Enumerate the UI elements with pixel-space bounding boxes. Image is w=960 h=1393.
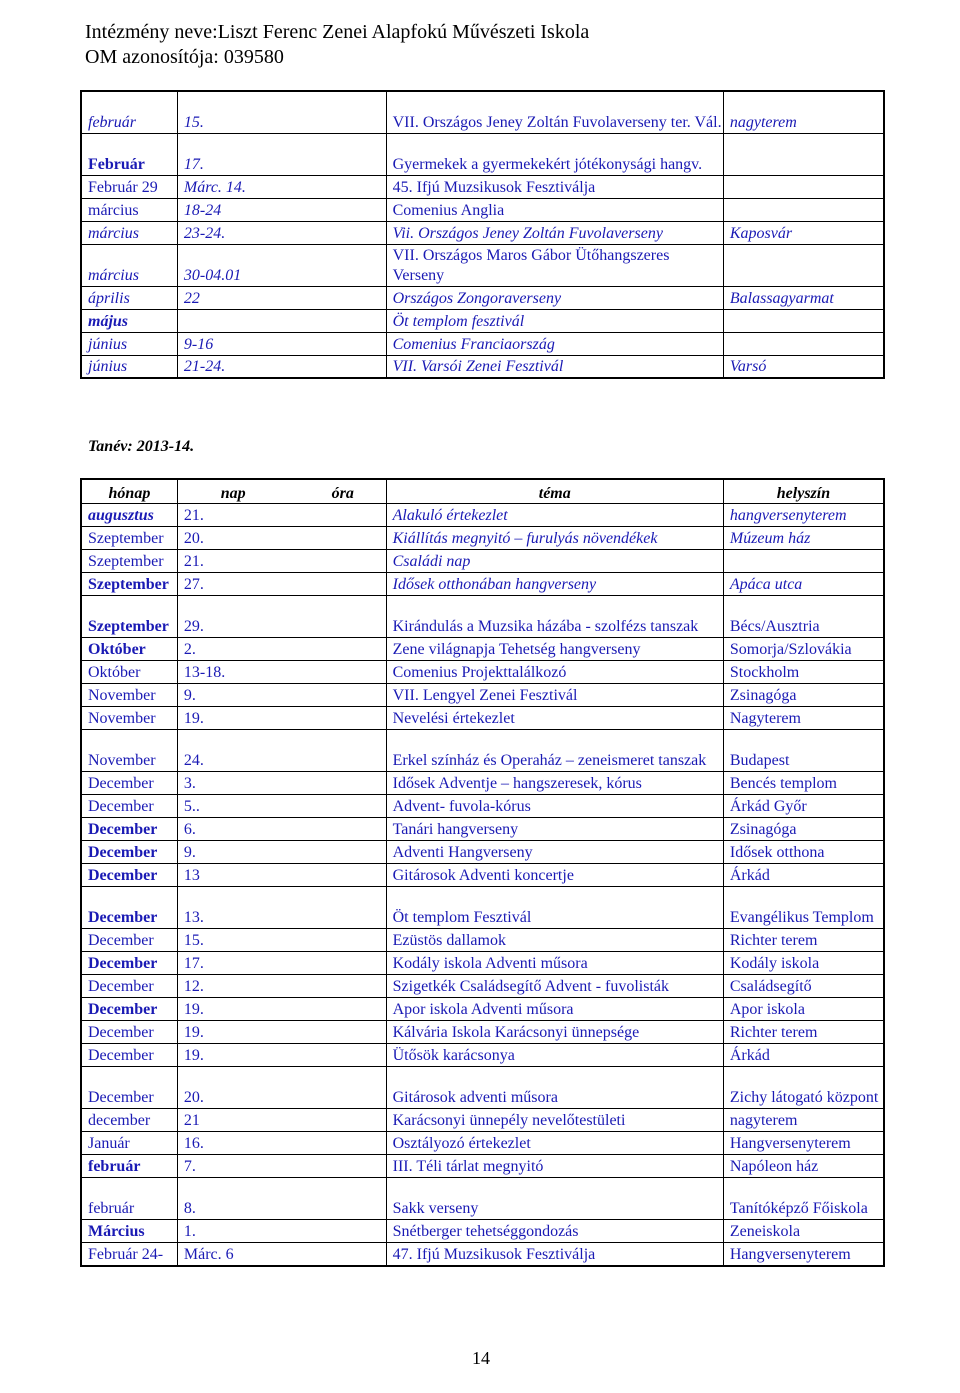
day-cell: 19. [177, 707, 386, 730]
table-row [81, 355, 884, 378]
month-cell: December [81, 1067, 177, 1109]
location-cell: Bécs/Ausztria [723, 596, 884, 638]
topic-cell: Gyermekek a gyermekekért jótékonysági hangv. [386, 133, 723, 175]
month-cell: június [81, 332, 177, 355]
location-cell [723, 309, 884, 332]
day-cell: 18-24 [177, 198, 386, 221]
month-cell: December [81, 887, 177, 929]
day-cell: Márc. 6 [177, 1243, 386, 1266]
topic-cell: Osztályozó értekezlet [386, 1132, 723, 1155]
topic-cell: Adventi Hangverseny [386, 841, 723, 864]
day-cell: 9. [177, 684, 386, 707]
month-cell: Szeptember [81, 527, 177, 550]
location-cell: Varsó [723, 355, 884, 378]
location-cell: Családsegítő [723, 975, 884, 998]
location-cell: Kaposvár [723, 221, 884, 244]
table-row [81, 1109, 884, 1132]
month-cell: augusztus [81, 504, 177, 527]
month-cell: május [81, 309, 177, 332]
topic-cell: 47. Ifjú Muzsikusok Fesztiválja [386, 1243, 723, 1266]
location-cell [723, 133, 884, 175]
topic-cell: Gitárosok adventi műsora [386, 1067, 723, 1109]
table-row [81, 309, 884, 332]
topic-cell: Gitárosok Adventi koncertje [386, 864, 723, 887]
location-cell [723, 332, 884, 355]
location-cell: Richter terem [723, 929, 884, 952]
topic-cell: VII. Országos Maros Gábor Ütőhangszeres Verseny [386, 244, 723, 286]
table-row [81, 244, 884, 286]
table-row [81, 772, 884, 795]
events-table-2012 [80, 90, 885, 379]
location-cell: Múzeum ház [723, 527, 884, 550]
day-cell: 6. [177, 818, 386, 841]
topic-cell: Idősek Adventje – hangszeresek, kórus [386, 772, 723, 795]
table-row [81, 707, 884, 730]
table-row [81, 1021, 884, 1044]
location-cell: Idősek otthona [723, 841, 884, 864]
month-cell: November [81, 730, 177, 772]
month-cell: December [81, 864, 177, 887]
location-cell: hangversenyterem [723, 504, 884, 527]
month-cell: március [81, 221, 177, 244]
table-row [81, 133, 884, 175]
table-row [81, 1132, 884, 1155]
location-cell: Napóleon ház [723, 1155, 884, 1178]
month-cell: December [81, 952, 177, 975]
topic-cell: Snétberger tehetséggondozás [386, 1220, 723, 1243]
header-nap: nap [220, 485, 246, 502]
topic-cell: Idősek otthonában hangverseny [386, 573, 723, 596]
month-cell: December [81, 1044, 177, 1067]
topic-cell: III. Téli tárlat megnyitó [386, 1155, 723, 1178]
month-cell: Október [81, 638, 177, 661]
location-cell: Tanítóképző Főiskola [723, 1178, 884, 1220]
table-row [81, 684, 884, 707]
document-header [85, 20, 589, 70]
topic-cell: Kiállítás megnyitó – furulyás növendékek [386, 527, 723, 550]
location-cell: Evangélikus Templom [723, 887, 884, 929]
day-cell: 16. [177, 1132, 386, 1155]
month-cell: December [81, 998, 177, 1021]
header-helyszin: helyszín [723, 479, 884, 504]
day-cell: 17. [177, 133, 386, 175]
day-cell: 27. [177, 573, 386, 596]
topic-cell: Karácsonyi ünnepély nevelőtestületi [386, 1109, 723, 1132]
table-row [81, 175, 884, 198]
day-cell: 19. [177, 1044, 386, 1067]
table-row [81, 198, 884, 221]
day-cell: 1. [177, 1220, 386, 1243]
month-cell: április [81, 286, 177, 309]
day-cell: 19. [177, 998, 386, 1021]
table-row [81, 952, 884, 975]
day-cell: 23-24. [177, 221, 386, 244]
table-row [81, 887, 884, 929]
day-cell [177, 309, 386, 332]
table-row [81, 286, 884, 309]
table-row [81, 1067, 884, 1109]
location-cell: Zichy látogató központ [723, 1067, 884, 1109]
location-cell: nagyterem [723, 1109, 884, 1132]
location-cell: Bencés templom [723, 772, 884, 795]
topic-cell: Apor iskola Adventi műsora [386, 998, 723, 1021]
day-cell: 2. [177, 638, 386, 661]
location-cell: Nagyterem [723, 707, 884, 730]
location-cell: Árkád [723, 864, 884, 887]
month-cell: Szeptember [81, 596, 177, 638]
topic-cell: VII. Országos Jeney Zoltán Fuvolaverseny ter. Vál. [386, 91, 723, 133]
location-cell [723, 175, 884, 198]
table-row [81, 661, 884, 684]
topic-cell: Erkel színház és Operaház – zeneismeret tanszak [386, 730, 723, 772]
month-cell: December [81, 1021, 177, 1044]
month-cell: December [81, 772, 177, 795]
month-cell: Szeptember [81, 550, 177, 573]
location-cell: Árkád Győr [723, 795, 884, 818]
topic-cell: Advent- fuvola-kórus [386, 795, 723, 818]
topic-cell: Comenius Franciaország [386, 332, 723, 355]
table-row [81, 221, 884, 244]
topic-cell: Öt templom Fesztivál [386, 887, 723, 929]
location-cell: Zsinagóga [723, 818, 884, 841]
day-cell: 21. [177, 550, 386, 573]
topic-cell: Zene világnapja Tehetség hangverseny [386, 638, 723, 661]
location-cell: nagyterem [723, 91, 884, 133]
month-cell: December [81, 841, 177, 864]
table-row [81, 638, 884, 661]
month-cell: December [81, 818, 177, 841]
day-cell: 9-16 [177, 332, 386, 355]
topic-cell: Alakuló értekezlet [386, 504, 723, 527]
location-cell: Richter terem [723, 1021, 884, 1044]
day-cell: 30-04.01 [177, 244, 386, 286]
month-cell: június [81, 355, 177, 378]
location-cell: Zsinagóga [723, 684, 884, 707]
institution-name: Intézmény neve:Liszt Ferenc Zenei Alapfokú Művészeti Iskola [85, 21, 590, 43]
table-row [81, 1044, 884, 1067]
day-cell: 21 [177, 1109, 386, 1132]
table-row [81, 975, 884, 998]
day-cell: 20. [177, 527, 386, 550]
topic-cell: Tanári hangverseny [386, 818, 723, 841]
month-cell: február [81, 1155, 177, 1178]
table-row [81, 1155, 884, 1178]
month-cell: február [81, 91, 177, 133]
table-row [81, 730, 884, 772]
day-cell: 20. [177, 1067, 386, 1109]
day-cell: 8. [177, 1178, 386, 1220]
month-cell: November [81, 707, 177, 730]
day-cell: 15. [177, 91, 386, 133]
day-cell: 13 [177, 864, 386, 887]
month-cell: Október [81, 661, 177, 684]
location-cell: Balassagyarmat [723, 286, 884, 309]
location-cell [723, 244, 884, 286]
day-cell: 21. [177, 504, 386, 527]
table-row [81, 998, 884, 1021]
topic-cell: Kálvária Iskola Karácsonyi ünnepsége [386, 1021, 723, 1044]
day-cell: 3. [177, 772, 386, 795]
month-cell: Szeptember [81, 573, 177, 596]
location-cell: Zeneiskola [723, 1220, 884, 1243]
location-cell: Kodály iskola [723, 952, 884, 975]
location-cell: Hangversenyterem [723, 1132, 884, 1155]
topic-cell: Ütősök karácsonya [386, 1044, 723, 1067]
location-cell: Apáca utca [723, 573, 884, 596]
day-cell: 22 [177, 286, 386, 309]
topic-cell: VII. Lengyel Zenei Fesztivál [386, 684, 723, 707]
topic-cell: Sakk verseny [386, 1178, 723, 1220]
location-cell: Árkád [723, 1044, 884, 1067]
day-cell: 7. [177, 1155, 386, 1178]
day-cell: 24. [177, 730, 386, 772]
day-cell: 19. [177, 1021, 386, 1044]
day-cell: Márc. 14. [177, 175, 386, 198]
table-row [81, 795, 884, 818]
topic-cell: 45. Ifjú Muzsikusok Fesztiválja [386, 175, 723, 198]
day-cell: 21-24. [177, 355, 386, 378]
topic-cell: Ezüstös dallamok [386, 929, 723, 952]
month-cell: December [81, 929, 177, 952]
month-cell: december [81, 1109, 177, 1132]
topic-cell: Családi nap [386, 550, 723, 573]
location-cell [723, 198, 884, 221]
month-cell: Február 24- [81, 1243, 177, 1266]
table-row [81, 550, 884, 573]
topic-cell: Öt templom fesztivál [386, 309, 723, 332]
header-ora: óra [331, 485, 354, 502]
month-cell: December [81, 975, 177, 998]
location-cell: Budapest [723, 730, 884, 772]
day-cell: 13. [177, 887, 386, 929]
day-cell: 17. [177, 952, 386, 975]
month-cell: Február 29 [81, 175, 177, 198]
month-cell: Február [81, 133, 177, 175]
table-row [81, 573, 884, 596]
topic-cell: Nevelési értekezlet [386, 707, 723, 730]
header-nap-ora [177, 479, 386, 504]
location-cell: Somorja/Szlovákia [723, 638, 884, 661]
table-row [81, 1220, 884, 1243]
table-row [81, 818, 884, 841]
month-cell: Március [81, 1220, 177, 1243]
topic-cell: Vii. Országos Jeney Zoltán Fuvolaverseny [386, 221, 723, 244]
om-id: OM azonosítója: 039580 [85, 46, 284, 68]
table-row [81, 864, 884, 887]
topic-cell: Comenius Projekttalálkozó [386, 661, 723, 684]
header-tema: téma [386, 479, 723, 504]
location-cell: Hangversenyterem [723, 1243, 884, 1266]
topic-cell: VII. Varsói Zenei Fesztivál [386, 355, 723, 378]
table-row [81, 91, 884, 133]
location-cell [723, 550, 884, 573]
topic-cell: Kirándulás a Muzsika házába - szolfézs tanszak [386, 596, 723, 638]
day-cell: 12. [177, 975, 386, 998]
table-row [81, 596, 884, 638]
school-year-label: Tanév: 2013-14. [88, 438, 195, 455]
day-cell: 15. [177, 929, 386, 952]
topic-cell: Országos Zongoraverseny [386, 286, 723, 309]
table-row [81, 1178, 884, 1220]
topic-cell: Szigetkék Családsegítő Advent - fuvolisták [386, 975, 723, 998]
table-header-row [81, 479, 884, 504]
month-cell: Január [81, 1132, 177, 1155]
topic-cell: Comenius Anglia [386, 198, 723, 221]
table-row [81, 504, 884, 527]
day-cell: 13-18. [177, 661, 386, 684]
day-cell: 9. [177, 841, 386, 864]
events-table-2013-14 [80, 478, 885, 1267]
page-number: 14 [472, 1348, 490, 1368]
table-row [81, 527, 884, 550]
month-cell: február [81, 1178, 177, 1220]
month-cell: március [81, 198, 177, 221]
table-row [81, 841, 884, 864]
table-row [81, 1243, 884, 1266]
table-row [81, 929, 884, 952]
table-row [81, 332, 884, 355]
header-honap: hónap [81, 479, 177, 504]
month-cell: November [81, 684, 177, 707]
day-cell: 29. [177, 596, 386, 638]
month-cell: március [81, 244, 177, 286]
day-cell: 5.. [177, 795, 386, 818]
topic-cell: Kodály iskola Adventi műsora [386, 952, 723, 975]
month-cell: December [81, 795, 177, 818]
location-cell: Apor iskola [723, 998, 884, 1021]
location-cell: Stockholm [723, 661, 884, 684]
